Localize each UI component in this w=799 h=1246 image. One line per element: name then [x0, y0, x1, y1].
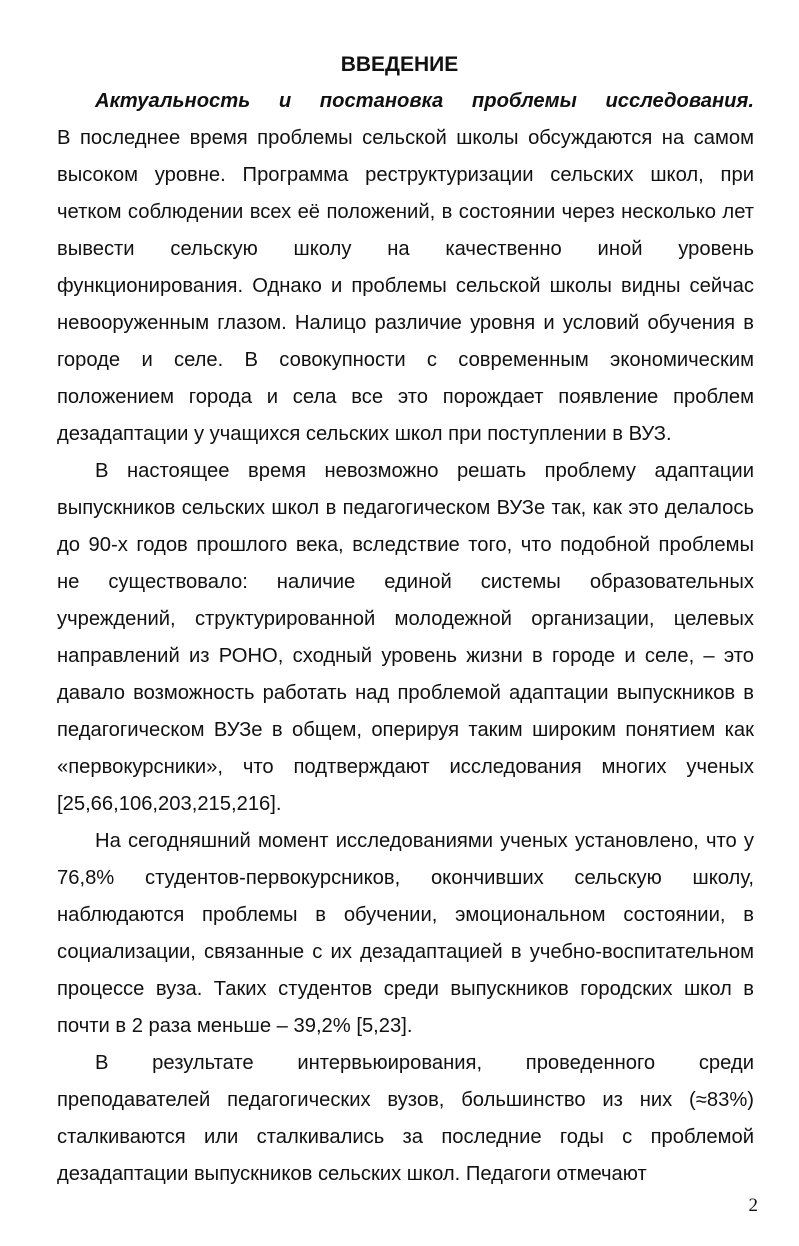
- paragraph-1: В последнее время проблемы сельской школы обсуждаются на самом высоком уровне. Программа реструктуризации сельских школ, при четком соблюдении всех её положений, в состоянии через несколько лет вывести сельскую школу на качественно иной уровень функционирования. Однако и проблемы сельской школы видны сейчас невооруженным глазом. Налицо различие уровня и условий обучения в городе и селе. В совокупности с современным экономическим положением города и села все это порождает появление проблем дезадаптации у учащихся сельских школ при поступлении в ВУЗ.: [57, 127, 754, 445]
- paragraph-4: В результате интервьюирования, проведенного среди преподавателей педагогических вузов, большинство из них (≈83%) сталкиваются или сталкивались за последние годы с проблемой дезадаптации выпускников сельских школ. Педагоги отмечают: [57, 1052, 754, 1185]
- body-text: [57, 83, 754, 1193]
- page-number: 2: [748, 1195, 758, 1216]
- paragraph-2: В настоящее время невозможно решать проблему адаптации выпускников сельских школ в педагогическом ВУЗе так, как это делалось до 90-х годов прошлого века, вследствие того, что подобной проблемы не существовало: наличие единой системы образовательных учреждений, структурированной молодежной организации, целевых направлений из РОНО, сходный уровень жизни в городе и селе, – это давало возможность работать над проблемой адаптации выпускников в педагогическом ВУЗе в общем, оперируя таким широким понятием как «первокурсники», что подтверждают исследования многих ученых [25,66,106,203,215,216].: [57, 460, 754, 815]
- section-heading: ВВЕДЕНИЕ: [340, 53, 459, 76]
- lead-title: Актуальность и постановка проблемы исследования.: [95, 90, 754, 112]
- paragraph-3: На сегодняшний момент исследованиями ученых установлено, что у 76,8% студентов-первокурсников, окончивших сельскую школу, наблюдаются проблемы в обучении, эмоциональном состоянии, в социализации, связанные с их дезадаптацией в учебно-воспитательном процессе вуза. Таких студентов среди выпускников городских школ в почти в 2 раза меньше – 39,2% [5,23].: [57, 830, 754, 1037]
